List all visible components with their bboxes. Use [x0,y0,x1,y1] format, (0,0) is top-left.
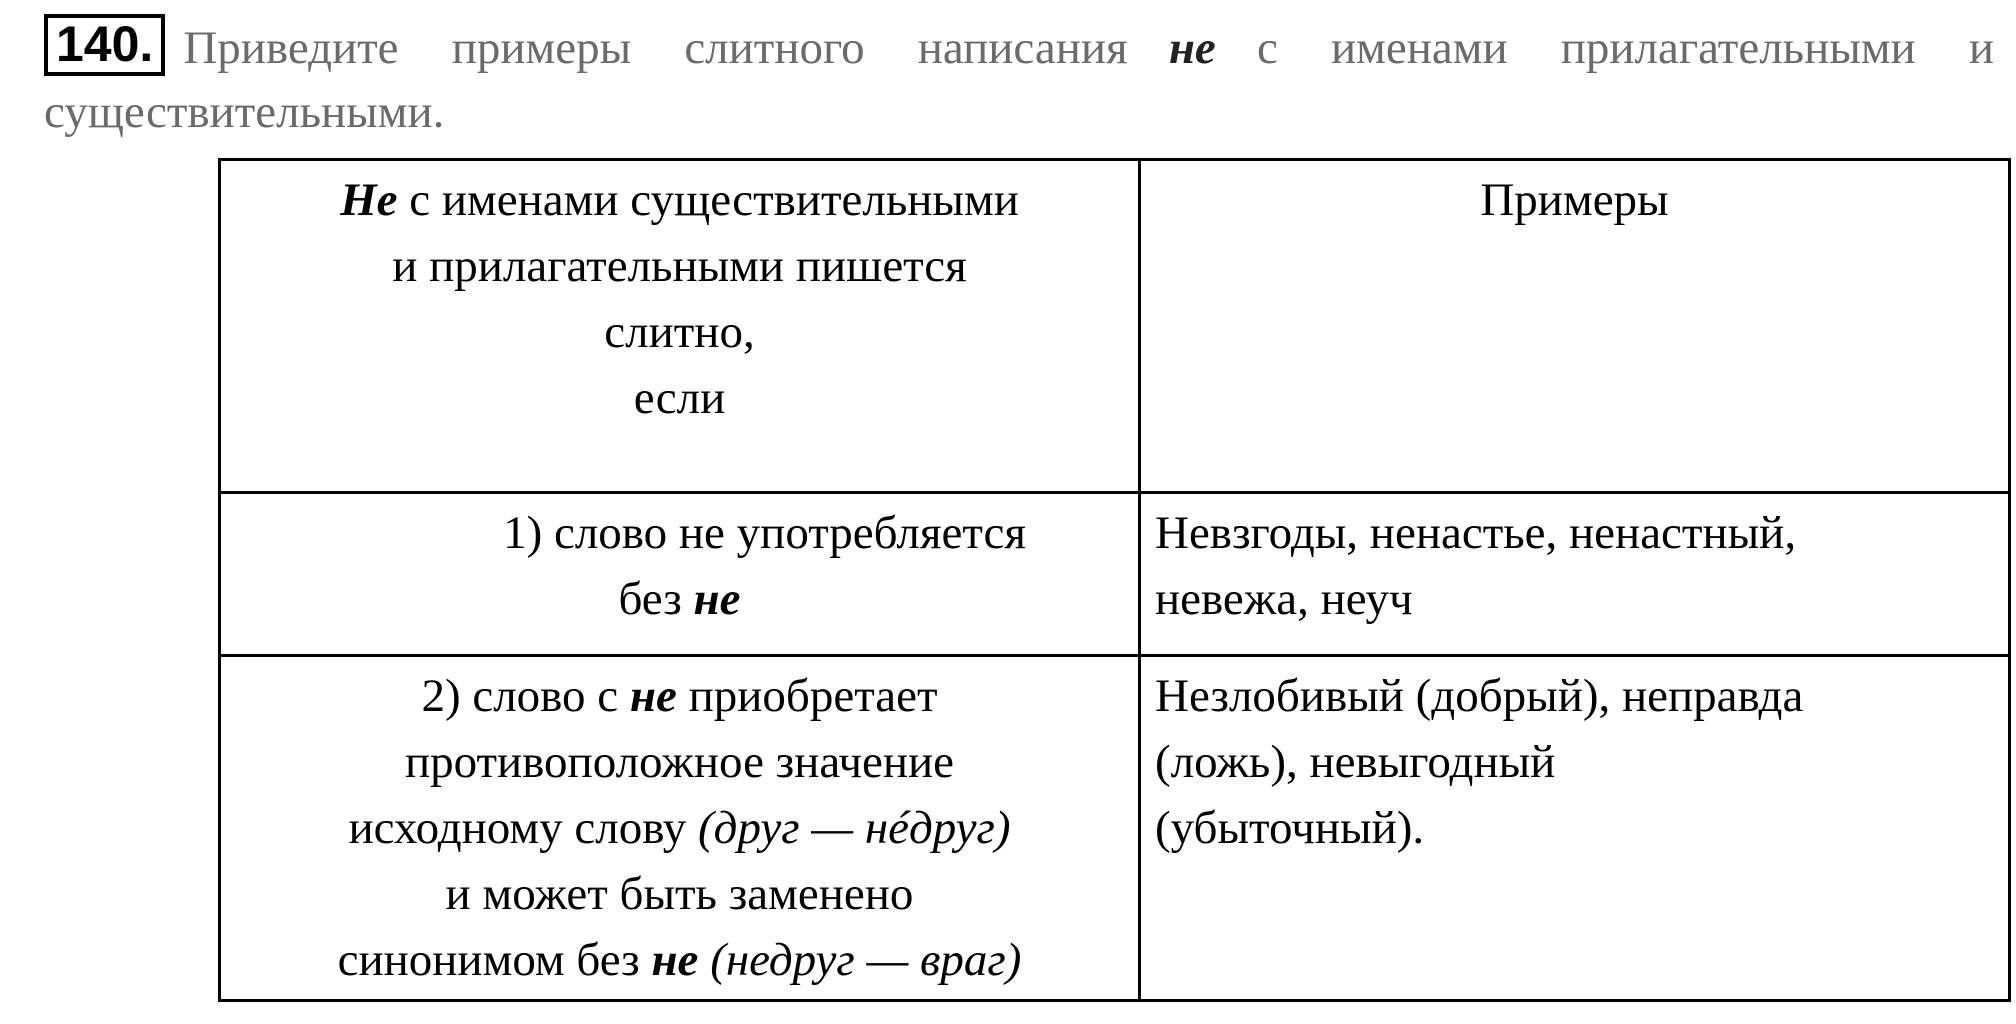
table-row [220,493,2010,656]
rule-2-line-1-a: 2) слово с [421,670,630,722]
examples-2-line-1: Незлобивый (добрый), неправда [1155,670,1804,722]
task-statement [44,14,1994,144]
examples-cell-1 [1140,493,2010,656]
rules-table [218,158,2011,1002]
rule-header-bold: Не [340,174,398,226]
task-period: . [432,86,445,138]
rule-cell-1 [220,493,1140,656]
examples-1-line-2: невежа, неуч [1155,573,1413,625]
rule-1-line-2-plain: без [618,573,694,625]
rule-2-line-1-bold: не [629,670,677,722]
rule-1-line-2 [235,566,1124,632]
examples-2-line-2: (ложь), невыгодный [1155,736,1556,788]
rule-2-line-5-plain: синонимом без [337,934,652,986]
rule-header-line-1-rest: с именами существительными [397,174,1019,226]
examples-cell-2 [1140,656,2010,1001]
examples-header-title: Примеры [1480,174,1669,226]
examples-header-cell [1140,160,2010,493]
rule-2-line-5-bold: не [651,934,699,986]
examples-1-line-1: Невзгоды, ненастье, ненастный, [1155,507,1797,559]
table-header-row [220,160,2010,493]
rule-header-line-1 [235,167,1124,233]
rule-header-line-2: и прилагательными пишется [392,240,967,292]
rule-2-line-3 [235,795,1124,861]
rule-header-line-3: слитно, [604,306,755,358]
rule-2-line-1-b: приобретает [676,670,938,722]
rule-2-line-3-italic: (друг — нéдруг) [698,802,1011,854]
task-emphasis: не [1168,22,1216,74]
rule-1-line-2-bold: не [693,573,741,625]
task-text-before: Приведите примеры слитного написания [183,22,1128,74]
examples-2-line-3: (убыточный). [1155,802,1425,854]
rule-2-line-2: противоположное значение [404,736,955,788]
rule-cell-2 [220,656,1140,1001]
rule-2-line-5 [235,927,1124,993]
rule-header-cell [220,160,1140,493]
rule-2-line-3-plain: исходному слову [348,802,699,854]
table-row [220,656,2010,1001]
task-number: 140. [44,14,165,76]
rule-2-line-1 [235,663,1124,729]
rule-2-line-5-italic: (недруг — враг) [698,934,1022,986]
task-text-after: с именами прилагательными и существительными [44,22,1995,138]
rule-1-line-1: 1) слово не употребляется [503,507,1026,559]
rule-header-line-4: если [633,372,726,424]
rule-2-line-4: и может быть заменено [445,868,914,920]
